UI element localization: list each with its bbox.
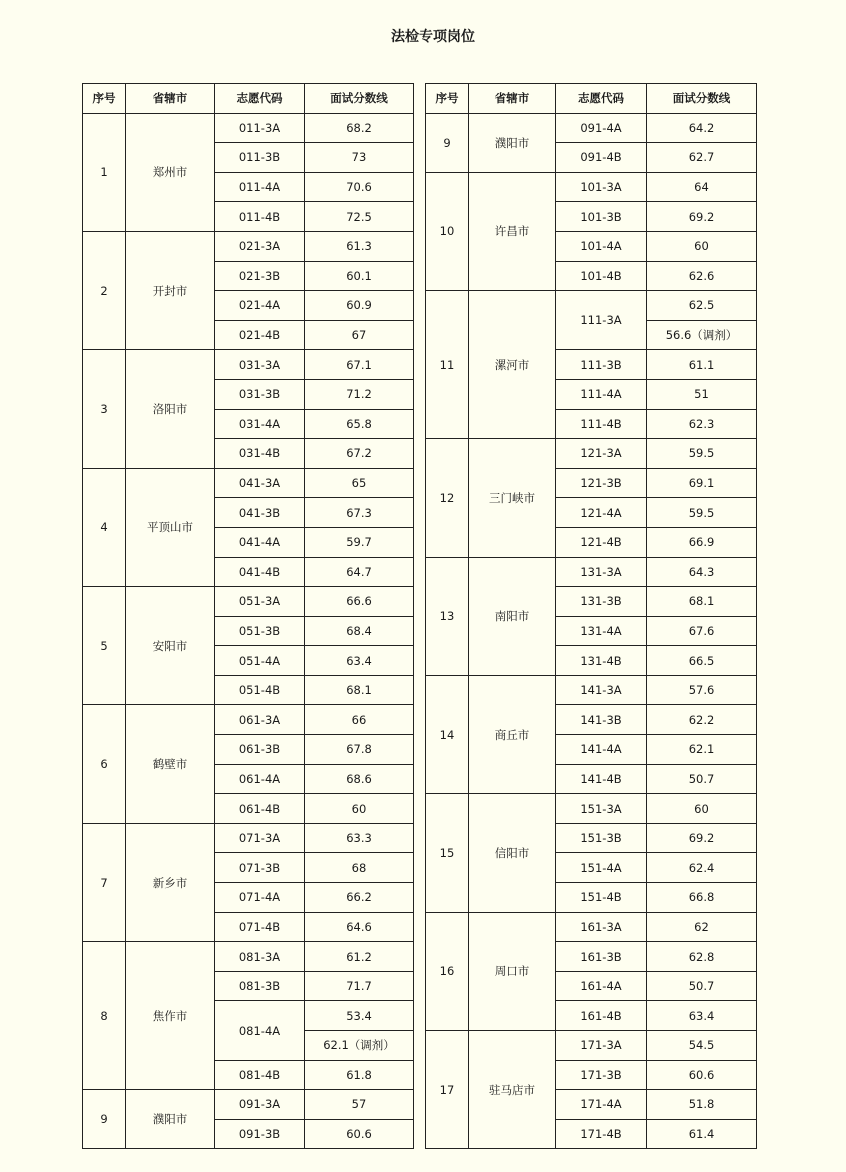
city-cell: 商丘市: [469, 675, 556, 793]
score-cell: 60.9: [305, 291, 414, 321]
score-cell: 68: [305, 853, 414, 883]
score-cell: 60.1: [305, 261, 414, 291]
city-cell: 新乡市: [126, 823, 215, 941]
code-cell: 101-4B: [556, 261, 647, 291]
city-cell: 焦作市: [126, 942, 215, 1090]
code-cell: 101-4A: [556, 231, 647, 261]
code-cell: 141-4B: [556, 764, 647, 794]
score-table-right: [425, 83, 757, 1149]
serial-cell: 1: [83, 113, 126, 231]
code-cell: 141-3B: [556, 705, 647, 735]
header-row: [426, 84, 757, 114]
code-cell: 121-3A: [556, 439, 647, 469]
code-cell: 031-4A: [215, 409, 305, 439]
score-cell: 63.3: [305, 823, 414, 853]
score-cell: 62: [647, 912, 757, 942]
score-cell: 59.5: [647, 498, 757, 528]
code-cell: 111-3A: [556, 291, 647, 350]
city-cell: 郑州市: [126, 113, 215, 231]
score-cell: 62.7: [647, 143, 757, 173]
code-cell: 161-4A: [556, 971, 647, 1001]
score-cell: 51.8: [647, 1090, 757, 1120]
code-cell: 021-4A: [215, 291, 305, 321]
serial-cell: 10: [426, 172, 469, 290]
score-cell: 51: [647, 379, 757, 409]
code-cell: 051-4A: [215, 646, 305, 676]
score-cell: 54.5: [647, 1031, 757, 1061]
city-cell: 三门峡市: [469, 439, 556, 557]
code-cell: 131-3A: [556, 557, 647, 587]
score-cell: 50.7: [647, 971, 757, 1001]
serial-cell: 9: [426, 113, 469, 172]
code-cell: 011-3A: [215, 113, 305, 143]
code-cell: 031-4B: [215, 439, 305, 469]
table-row: [426, 113, 757, 143]
table-row: [83, 468, 414, 498]
score-cell: 62.3: [647, 409, 757, 439]
table-row: [426, 1031, 757, 1061]
code-cell: 041-4A: [215, 527, 305, 557]
code-cell: 121-4B: [556, 527, 647, 557]
city-cell: 信阳市: [469, 794, 556, 912]
code-cell: 151-3B: [556, 823, 647, 853]
city-cell: 开封市: [126, 231, 215, 349]
table-row: [83, 942, 414, 972]
code-cell: 021-3A: [215, 231, 305, 261]
code-cell: 011-4B: [215, 202, 305, 232]
city-cell: 许昌市: [469, 172, 556, 290]
code-cell: 131-3B: [556, 587, 647, 617]
code-cell: 071-4B: [215, 912, 305, 942]
code-cell: 151-4A: [556, 853, 647, 883]
table-row: [426, 912, 757, 942]
serial-cell: 14: [426, 675, 469, 793]
page-title: 法检专项岗位: [391, 29, 475, 45]
score-cell: 62.8: [647, 942, 757, 972]
score-cell: 56.6（调剂）: [647, 320, 757, 350]
header-score: 面试分数线: [305, 84, 414, 114]
city-cell: 鹤壁市: [126, 705, 215, 823]
table-row: [83, 113, 414, 143]
code-cell: 121-3B: [556, 468, 647, 498]
score-cell: 62.1: [647, 735, 757, 765]
score-cell: 68.1: [305, 675, 414, 705]
serial-cell: 4: [83, 468, 126, 586]
score-cell: 70.6: [305, 172, 414, 202]
score-cell: 66.6: [305, 587, 414, 617]
code-cell: 071-3B: [215, 853, 305, 883]
city-cell: 安阳市: [126, 587, 215, 705]
score-cell: 67.8: [305, 735, 414, 765]
score-cell: 62.5: [647, 291, 757, 321]
city-cell: 平顶山市: [126, 468, 215, 586]
serial-cell: 11: [426, 291, 469, 439]
code-cell: 131-4A: [556, 616, 647, 646]
score-cell: 67.1: [305, 350, 414, 380]
code-cell: 161-3B: [556, 942, 647, 972]
serial-cell: 5: [83, 587, 126, 705]
city-cell: 周口市: [469, 912, 556, 1030]
code-cell: 121-4A: [556, 498, 647, 528]
serial-cell: 17: [426, 1031, 469, 1149]
code-cell: 051-4B: [215, 675, 305, 705]
code-cell: 151-4B: [556, 883, 647, 913]
score-cell: 71.7: [305, 971, 414, 1001]
code-cell: 081-4B: [215, 1060, 305, 1090]
score-cell: 60: [647, 231, 757, 261]
score-cell: 66.9: [647, 527, 757, 557]
code-cell: 031-3B: [215, 379, 305, 409]
code-cell: 071-3A: [215, 823, 305, 853]
table-row: [83, 1090, 414, 1120]
table-row: [83, 350, 414, 380]
header-serial: 序号: [426, 84, 469, 114]
city-cell: 南阳市: [469, 557, 556, 675]
header-serial: 序号: [83, 84, 126, 114]
code-cell: 041-3A: [215, 468, 305, 498]
code-cell: 081-3A: [215, 942, 305, 972]
score-cell: 68.6: [305, 764, 414, 794]
score-cell: 68.1: [647, 587, 757, 617]
score-cell: 64: [647, 172, 757, 202]
code-cell: 021-4B: [215, 320, 305, 350]
code-cell: 111-4B: [556, 409, 647, 439]
code-cell: 061-3B: [215, 735, 305, 765]
code-cell: 131-4B: [556, 646, 647, 676]
score-cell: 60: [647, 794, 757, 824]
city-cell: 濮阳市: [469, 113, 556, 172]
code-cell: 171-3A: [556, 1031, 647, 1061]
serial-cell: 9: [83, 1090, 126, 1149]
score-cell: 60: [305, 794, 414, 824]
score-cell: 71.2: [305, 379, 414, 409]
score-cell: 59.5: [647, 439, 757, 469]
score-cell: 68.4: [305, 616, 414, 646]
header-score: 面试分数线: [647, 84, 757, 114]
score-cell: 61.1: [647, 350, 757, 380]
code-cell: 071-4A: [215, 883, 305, 913]
score-cell: 63.4: [305, 646, 414, 676]
code-cell: 081-3B: [215, 971, 305, 1001]
table-body: [83, 113, 414, 1149]
serial-cell: 2: [83, 231, 126, 349]
header-city: 省辖市: [126, 84, 215, 114]
code-cell: 171-4B: [556, 1119, 647, 1149]
code-cell: 091-3A: [215, 1090, 305, 1120]
score-cell: 67.3: [305, 498, 414, 528]
score-cell: 66.8: [647, 883, 757, 913]
city-cell: 驻马店市: [469, 1031, 556, 1149]
table-row: [83, 231, 414, 261]
score-cell: 67.2: [305, 439, 414, 469]
code-cell: 091-4A: [556, 113, 647, 143]
city-cell: 洛阳市: [126, 350, 215, 468]
score-cell: 73: [305, 143, 414, 173]
table-body: [426, 113, 757, 1149]
code-cell: 141-3A: [556, 675, 647, 705]
serial-cell: 8: [83, 942, 126, 1090]
code-cell: 061-4B: [215, 794, 305, 824]
score-cell: 53.4: [305, 1001, 414, 1031]
serial-cell: 12: [426, 439, 469, 557]
serial-cell: 16: [426, 912, 469, 1030]
code-cell: 161-4B: [556, 1001, 647, 1031]
code-cell: 041-3B: [215, 498, 305, 528]
code-cell: 161-3A: [556, 912, 647, 942]
code-cell: 111-3B: [556, 350, 647, 380]
table-row: [426, 794, 757, 824]
score-cell: 66.2: [305, 883, 414, 913]
code-cell: 011-3B: [215, 143, 305, 173]
score-cell: 62.6: [647, 261, 757, 291]
score-cell: 67.6: [647, 616, 757, 646]
score-cell: 63.4: [647, 1001, 757, 1031]
code-cell: 101-3A: [556, 172, 647, 202]
score-cell: 64.6: [305, 912, 414, 942]
score-cell: 61.8: [305, 1060, 414, 1090]
score-cell: 68.2: [305, 113, 414, 143]
table-row: [426, 675, 757, 705]
score-cell: 62.2: [647, 705, 757, 735]
code-cell: 051-3B: [215, 616, 305, 646]
score-table-left: [82, 83, 414, 1149]
score-cell: 62.1（调剂）: [305, 1031, 414, 1061]
score-cell: 65: [305, 468, 414, 498]
score-cell: 59.7: [305, 527, 414, 557]
code-cell: 051-3A: [215, 587, 305, 617]
score-cell: 60.6: [647, 1060, 757, 1090]
code-cell: 061-4A: [215, 764, 305, 794]
code-cell: 171-3B: [556, 1060, 647, 1090]
score-cell: 57: [305, 1090, 414, 1120]
code-cell: 141-4A: [556, 735, 647, 765]
score-cell: 66: [305, 705, 414, 735]
serial-cell: 7: [83, 823, 126, 941]
score-cell: 61.2: [305, 942, 414, 972]
serial-cell: 3: [83, 350, 126, 468]
score-cell: 61.3: [305, 231, 414, 261]
score-cell: 60.6: [305, 1119, 414, 1149]
score-cell: 67: [305, 320, 414, 350]
code-cell: 091-4B: [556, 143, 647, 173]
city-cell: 濮阳市: [126, 1090, 215, 1149]
score-cell: 65.8: [305, 409, 414, 439]
score-cell: 62.4: [647, 853, 757, 883]
header-city: 省辖市: [469, 84, 556, 114]
serial-cell: 13: [426, 557, 469, 675]
serial-cell: 15: [426, 794, 469, 912]
code-cell: 081-4A: [215, 1001, 305, 1060]
score-cell: 69.2: [647, 202, 757, 232]
score-cell: 66.5: [647, 646, 757, 676]
score-cell: 69.1: [647, 468, 757, 498]
code-cell: 171-4A: [556, 1090, 647, 1120]
code-cell: 151-3A: [556, 794, 647, 824]
table-row: [426, 439, 757, 469]
table-row: [83, 587, 414, 617]
score-cell: 57.6: [647, 675, 757, 705]
table-row: [426, 172, 757, 202]
header-row: [83, 84, 414, 114]
table-row: [426, 557, 757, 587]
code-cell: 101-3B: [556, 202, 647, 232]
score-cell: 64.7: [305, 557, 414, 587]
header-code: 志愿代码: [556, 84, 647, 114]
code-cell: 021-3B: [215, 261, 305, 291]
header-code: 志愿代码: [215, 84, 305, 114]
table-row: [83, 823, 414, 853]
table-row: [426, 291, 757, 321]
code-cell: 031-3A: [215, 350, 305, 380]
code-cell: 011-4A: [215, 172, 305, 202]
score-cell: 69.2: [647, 823, 757, 853]
table-row: [83, 705, 414, 735]
code-cell: 091-3B: [215, 1119, 305, 1149]
score-cell: 61.4: [647, 1119, 757, 1149]
code-cell: 111-4A: [556, 379, 647, 409]
score-cell: 72.5: [305, 202, 414, 232]
code-cell: 041-4B: [215, 557, 305, 587]
score-cell: 64.3: [647, 557, 757, 587]
score-cell: 50.7: [647, 764, 757, 794]
score-cell: 64.2: [647, 113, 757, 143]
serial-cell: 6: [83, 705, 126, 823]
city-cell: 漯河市: [469, 291, 556, 439]
code-cell: 061-3A: [215, 705, 305, 735]
